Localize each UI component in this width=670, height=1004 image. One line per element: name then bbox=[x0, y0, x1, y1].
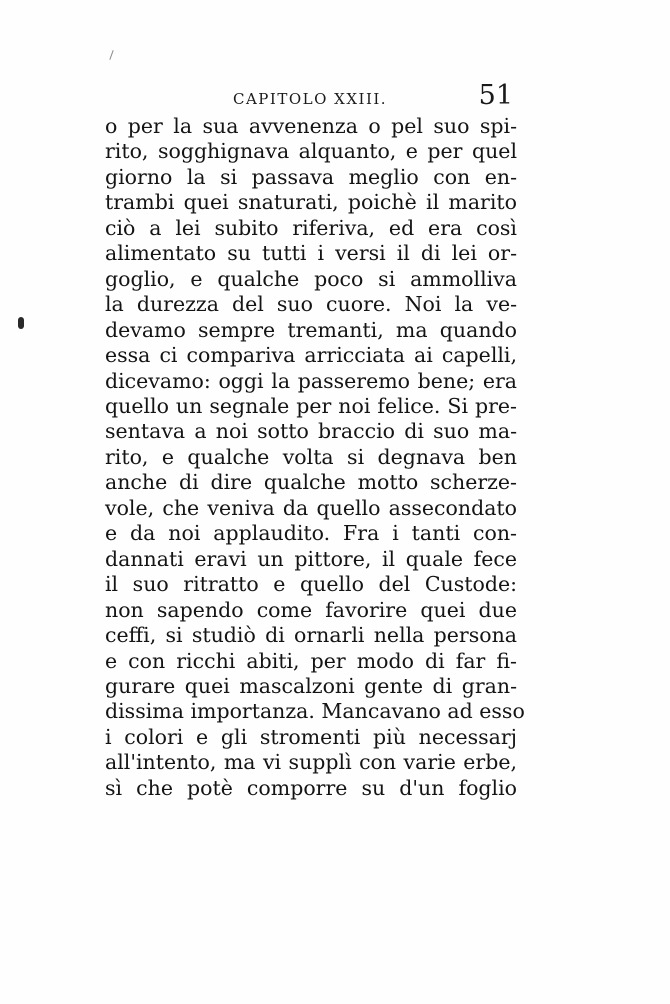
binding-hole-mark bbox=[18, 317, 24, 329]
text-line: quello un segnale per noi felice. Si pre- bbox=[105, 393, 517, 418]
text-line: sì che potè comporre su d'un foglio bbox=[105, 775, 517, 800]
text-line: gurare quei mascalzoni gente di gran- bbox=[105, 673, 517, 698]
text-line: e da noi applaudito. Fra i tanti con- bbox=[105, 521, 517, 546]
ink-mark bbox=[109, 50, 113, 60]
page-number: 51 bbox=[478, 80, 513, 111]
text-line: i colori e gli stromenti più necessarj bbox=[105, 724, 517, 749]
page-header bbox=[105, 80, 517, 116]
text-line: goglio, e qualche poco si ammolliva bbox=[105, 266, 517, 291]
text-line: ceffi, si studiò di ornarli nella persona bbox=[105, 623, 517, 648]
text-line: essa ci compariva arricciata ai capelli, bbox=[105, 343, 517, 368]
text-line: giorno la si passava meglio con en- bbox=[105, 164, 517, 189]
text-line: anche di dire qualche motto scherze- bbox=[105, 470, 517, 495]
body-text bbox=[105, 114, 525, 801]
text-line: o per la sua avvenenza o pel suo spi- bbox=[105, 114, 517, 138]
text-line: e con ricchi abiti, per modo di far fi- bbox=[105, 648, 517, 673]
text-line: dannati eravi un pittore, il quale fece bbox=[105, 546, 517, 571]
text-line: devamo sempre tremanti, ma quando bbox=[105, 317, 517, 342]
text-line: rito, sogghignava alquanto, e per quel bbox=[105, 139, 517, 164]
text-line: sentava a noi sotto braccio di suo ma- bbox=[105, 419, 517, 444]
text-line: il suo ritratto e quello del Custode: bbox=[105, 572, 517, 597]
text-line: all'intento, ma vi supplì con varie erbe, bbox=[105, 750, 517, 775]
text-line: dissima importanza. Mancavano ad esso bbox=[105, 699, 525, 724]
text-line: ciò a lei subito riferiva, ed era così bbox=[105, 215, 517, 240]
running-head: CAPITOLO XXIII. bbox=[233, 90, 388, 108]
text-line: vole, che veniva da quello assecondato bbox=[105, 495, 517, 520]
text-line: alimentato su tutti i versi il di lei or- bbox=[105, 241, 517, 266]
text-line: non sapendo come favorire quei due bbox=[105, 597, 517, 622]
text-line: la durezza del suo cuore. Noi la ve- bbox=[105, 292, 517, 317]
text-line: rito, e qualche volta si degnava ben bbox=[105, 444, 517, 469]
text-line: trambi quei snaturati, poichè il marito bbox=[105, 190, 517, 215]
text-line: dicevamo: oggi la passeremo bene; era bbox=[105, 368, 517, 393]
